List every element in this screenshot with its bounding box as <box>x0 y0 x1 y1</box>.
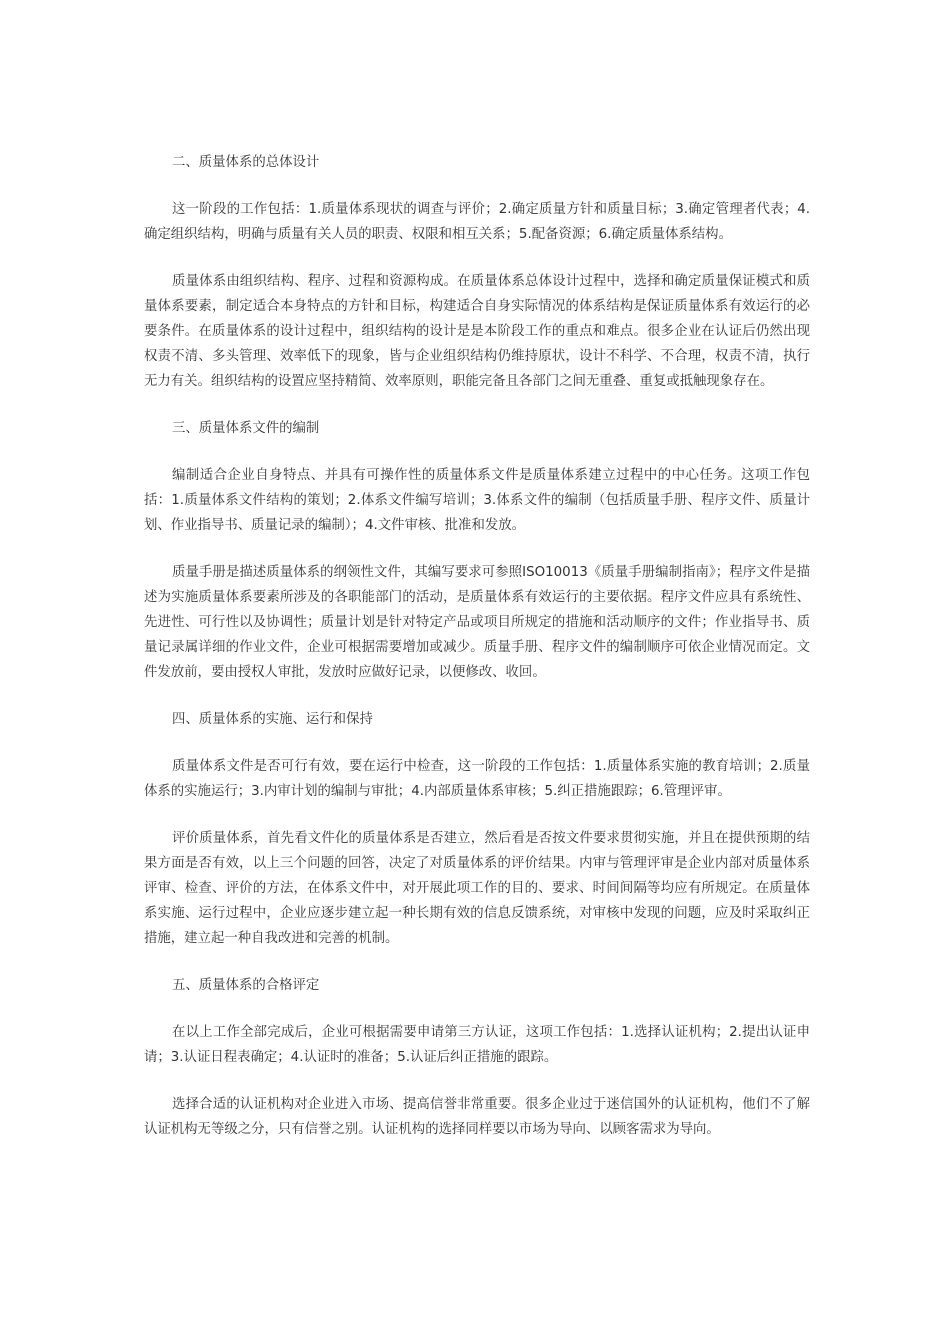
section-heading: 五、质量体系的合格评定 <box>172 978 320 993</box>
body-paragraph: 在以上工作全部完成后，企业可根据需要申请第三方认证，这项工作包括：1.选择认证机构；2.提出认证申请；3.认证日程表确定；4.认证时的准备；5.认证后纠正措施的跟踪。 <box>144 1025 810 1065</box>
document-page <box>144 150 810 1164</box>
body-paragraph: 评价质量体系，首先看文件化的质量体系是否建立，然后看是否按文件要求贯彻实施，并且在提供预期的结果方面是否有效，以上三个问题的回答，决定了对质量体系的评价结果。内审与管理评审是企业内部对质量体系评审、检查、评价的方法，在体系文件中，对开展此项工作的目的、要求、时间间隔等均应有所规定。在质量体系实施、运行过程中，企业应逐步建立起一种长期有效的信息反馈系统，对审核中发现的问题，应及时采取纠正措施，建立起一种自我改进和完善的机制。 <box>144 831 810 946</box>
body-paragraph: 质量体系文件是否可行有效，要在运行中检查，这一阶段的工作包括：1.质量体系实施的教育培训；2.质量体系的实施运行；3.内审计划的编制与审批；4.内部质量体系审核；5.纠正措施跟踪；6.管理评审。 <box>144 759 810 799</box>
body-paragraph: 这一阶段的工作包括：1.质量体系现状的调查与评价；2.确定质量方针和质量目标；3.确定管理者代表；4.确定组织结构，明确与质量有关人员的职责、权限和相互关系；5.配备资源；6.确定质量体系结构。 <box>144 202 810 242</box>
body-paragraph: 编制适合企业自身特点、并具有可操作性的质量体系文件是质量体系建立过程中的中心任务。这项工作包括：1.质量体系文件结构的策划；2.体系文件编写培训；3.体系文件的编制（包括质量手册、程序文件、质量计划、作业指导书、质量记录的编制）；4.文件审核、批准和发放。 <box>144 468 810 533</box>
section-heading: 三、质量体系文件的编制 <box>172 421 320 436</box>
body-paragraph: 选择合适的认证机构对企业进入市场、提高信誉非常重要。很多企业过于迷信国外的认证机构，他们不了解认证机构无等级之分，只有信誉之别。认证机构的选择同样要以市场为导向、以顾客需求为导向。 <box>144 1097 810 1137</box>
section-heading: 四、质量体系的实施、运行和保持 <box>172 712 373 727</box>
body-paragraph: 质量体系由组织结构、程序、过程和资源构成。在质量体系总体设计过程中，选择和确定质量保证模式和质量体系要素，制定适合本身特点的方针和目标，构建适合自身实际情况的体系结构是保证质量体系有效运行的必要条件。在质量体系的设计过程中，组织结构的设计是是本阶段工作的重点和难点。很多企业在认证后仍然出现权责不清、多头管理、效率低下的现象，皆与企业组织结构仍维持原状，设计不科学、不合理，权责不清，执行无力有关。组织结构的设置应坚持精简、效率原则，职能完备且各部门之间无重叠、重复或抵触现象存在。 <box>144 274 810 389</box>
section-heading: 二、质量体系的总体设计 <box>172 155 320 170</box>
body-paragraph: 质量手册是描述质量体系的纲领性文件，其编写要求可参照ISO10013《质量手册编制指南》；程序文件是描述为实施质量体系要素所涉及的各职能部门的活动，是质量体系有效运行的主要依据。程序文件应具有系统性、先进性、可行性以及协调性；质量计划是针对特定产品或项目所规定的措施和活动顺序的文件；作业指导书、质量记录属详细的作业文件，企业可根据需要增加或减少。质量手册、程序文件的编制顺序可依企业情况而定。文件发放前，要由授权人审批，发放时应做好记录，以便修改、收回。 <box>144 565 810 680</box>
